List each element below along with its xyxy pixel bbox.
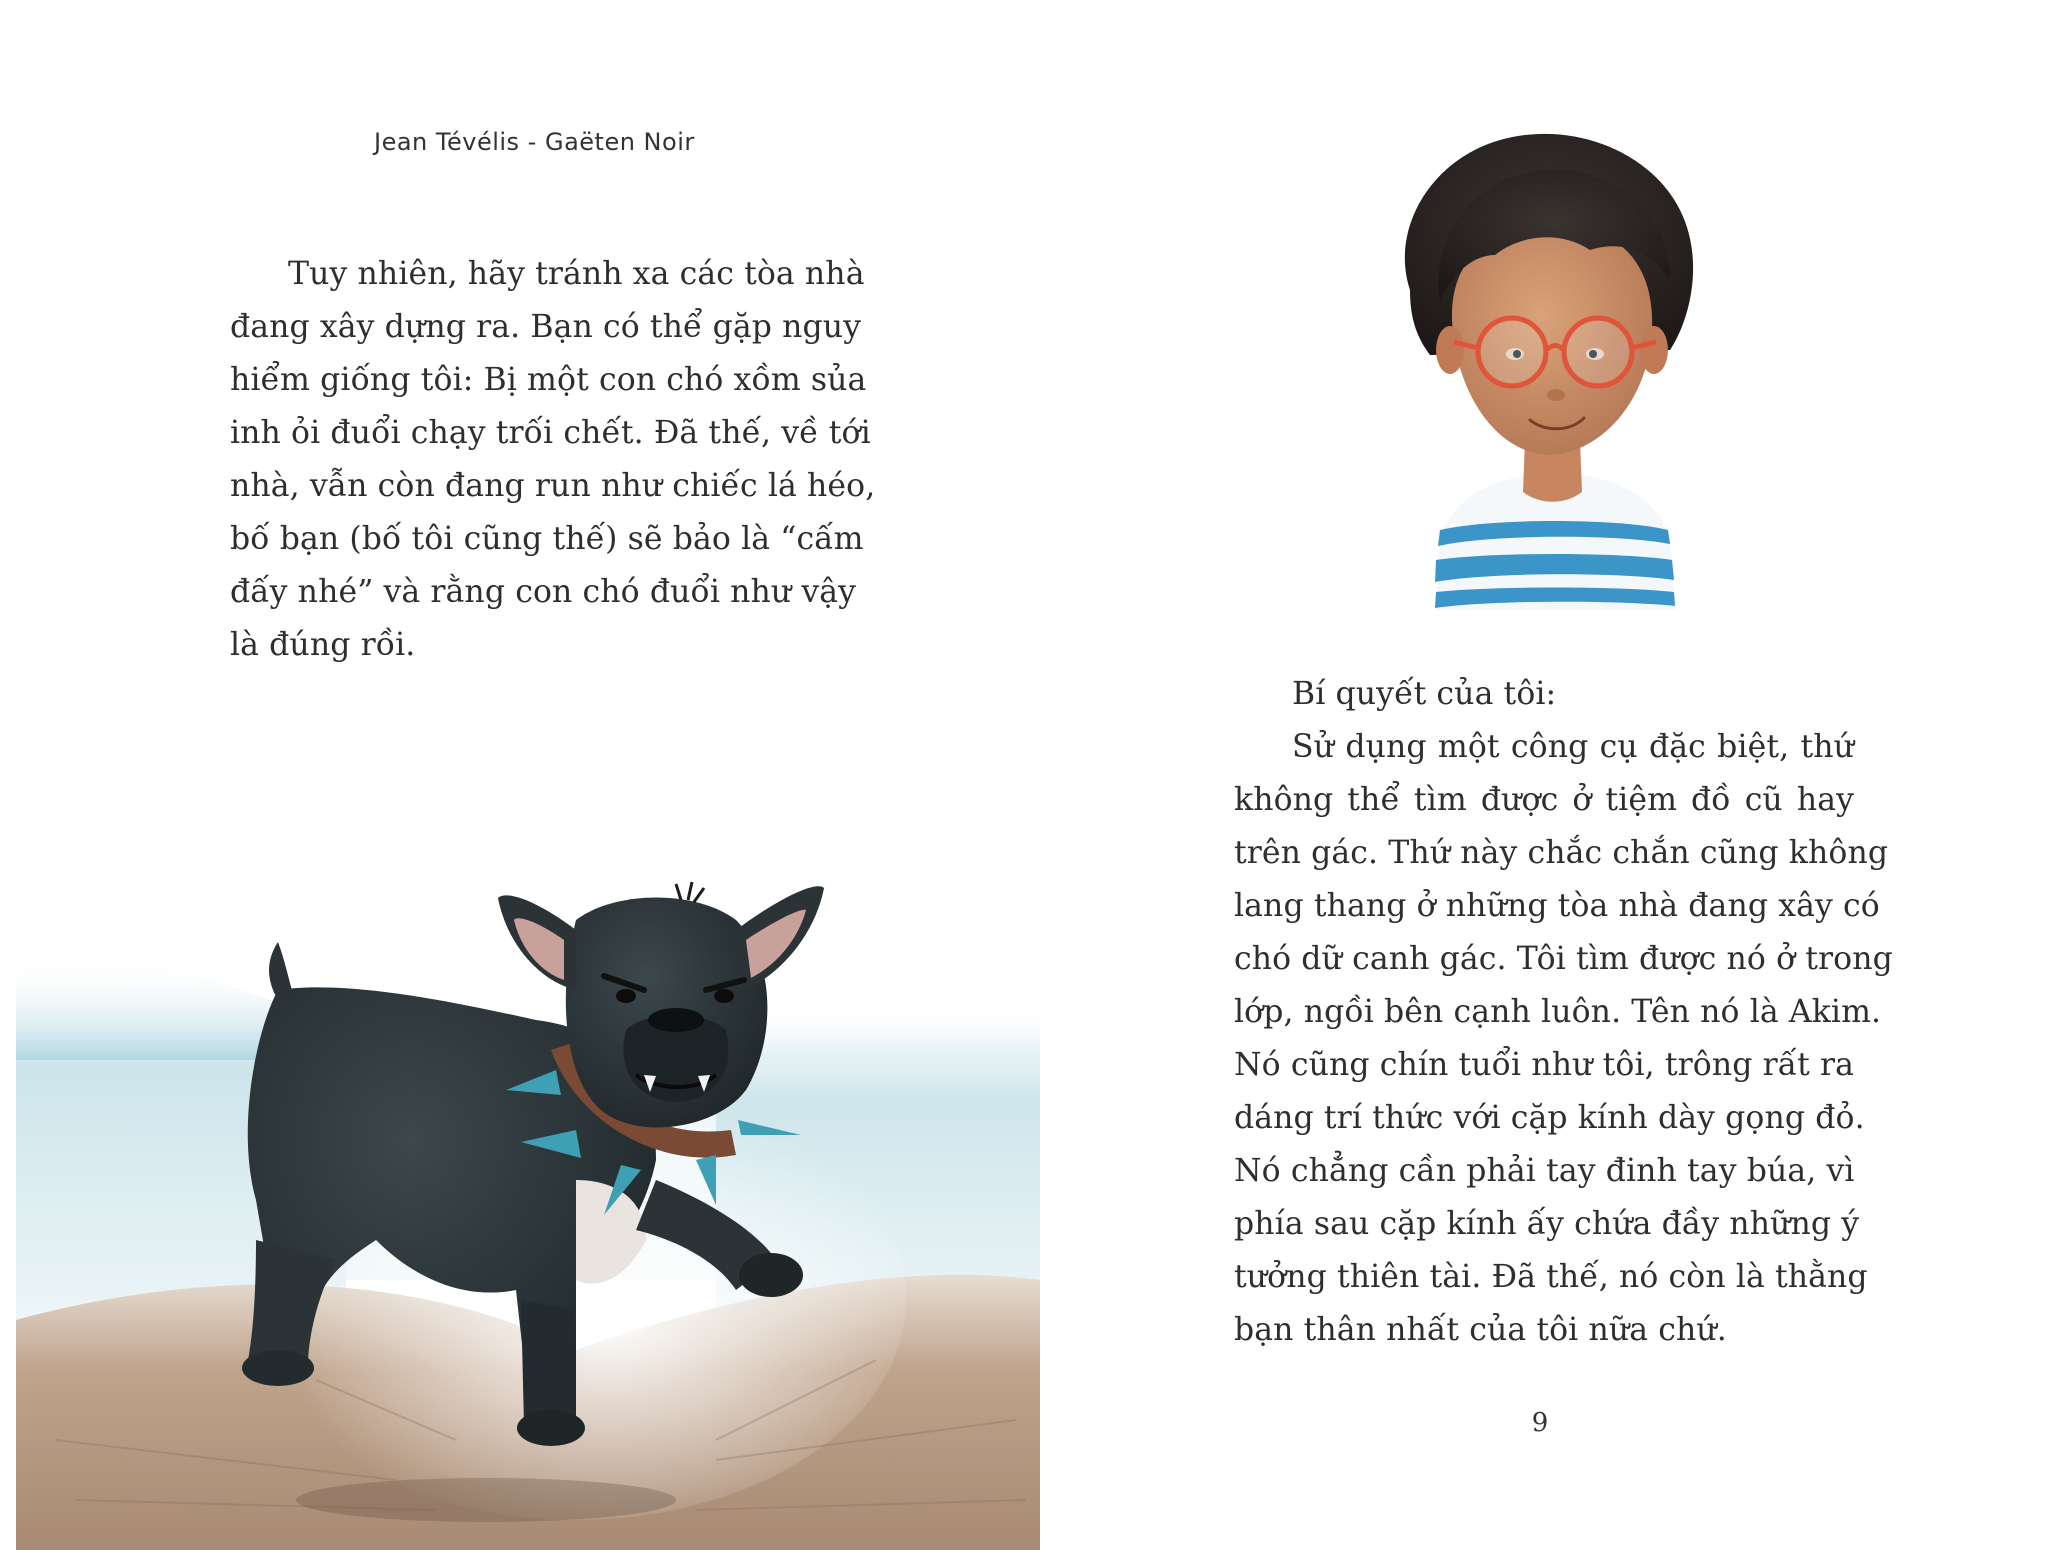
text-line: bố bạn (bố tôi cũng thế) sẽ bảo là “cấm <box>230 521 864 557</box>
text-line: bạn thân nhất của tôi nữa chứ. <box>1234 1312 1727 1348</box>
text-line: chó dữ canh gác. Tôi tìm được nó ở trong <box>1234 941 1893 977</box>
right-page <box>1024 0 2048 1553</box>
running-head: Jean Tévélis - Gaëten Noir <box>374 128 695 156</box>
text-line: Nó chẳng cần phải tay đinh tay búa, vì <box>1234 1153 1855 1189</box>
right-paragraph <box>1234 668 1893 1357</box>
text-line: Bí quyết của tôi: <box>1292 676 1557 712</box>
text-line: lớp, ngồi bên cạnh luôn. Tên nó là Akim. <box>1234 994 1882 1030</box>
text-line: trên gác. Thứ này chắc chắn cũng không <box>1234 835 1889 871</box>
text-line: lang thang ở những tòa nhà đang xây có <box>1234 888 1880 924</box>
left-paragraph <box>230 248 876 672</box>
text-line: tưởng thiên tài. Đã thế, nó còn là thằng <box>1234 1259 1868 1295</box>
text-line: không thể tìm được ở tiệm đồ cũ hay <box>1234 782 1854 818</box>
page-number: 9 <box>1531 1408 1549 1438</box>
text-line: là đúng rồi. <box>230 627 416 663</box>
text-line: Nó cũng chín tuổi như tôi, trông rất ra <box>1234 1047 1855 1083</box>
text-line: dáng trí thức với cặp kính dày gọng đỏ. <box>1234 1100 1865 1136</box>
text-line: Sử dụng một công cụ đặc biệt, thứ <box>1292 729 1854 765</box>
boy-illustration <box>1370 120 1730 620</box>
text-line: đang xây dựng ra. Bạn có thể gặp nguy <box>230 309 862 345</box>
text-line: hiểm giống tôi: Bị một con chó xồm sủa <box>230 362 867 398</box>
text-line: inh ỏi đuổi chạy trối chết. Đã thế, về tới <box>230 415 871 451</box>
text-line: Tuy nhiên, hãy tránh xa các tòa nhà <box>288 256 865 292</box>
text-line: phía sau cặp kính ấy chứa đầy những ý <box>1234 1206 1860 1242</box>
bulldog-illustration <box>16 880 1040 1550</box>
text-line: đấy nhé” và rằng con chó đuổi như vậy <box>230 574 857 610</box>
text-line: nhà, vẫn còn đang run như chiếc lá héo, <box>230 468 876 504</box>
